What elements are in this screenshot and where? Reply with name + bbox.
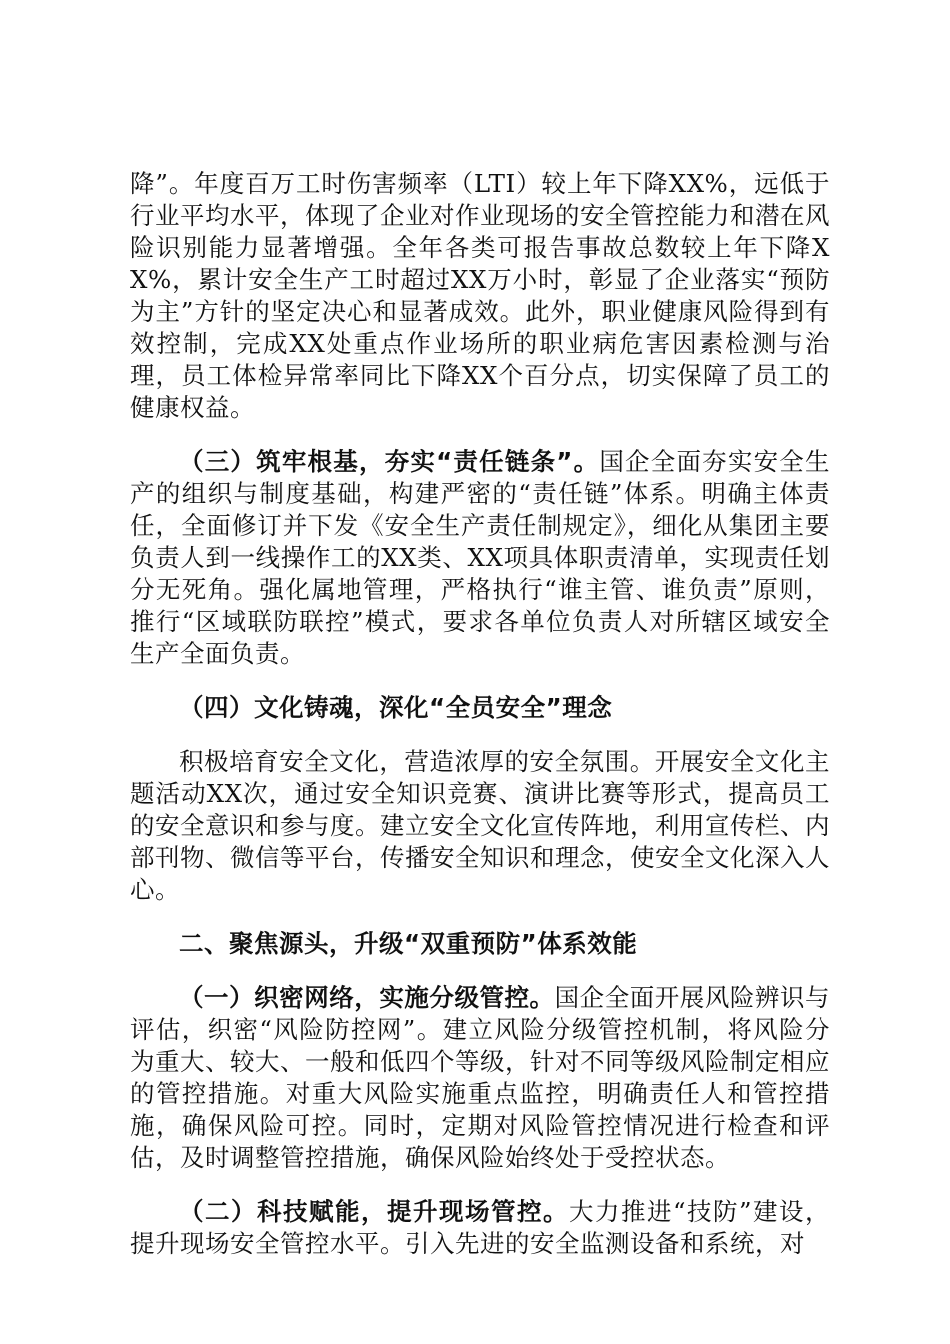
section-heading-dual-prevention: 二、聚焦源头，升级“双重预防”体系效能 xyxy=(179,929,638,958)
paragraph-gap xyxy=(130,1174,830,1196)
document-page xyxy=(130,168,830,1260)
paragraph-safety-results: 降”。年度百万工时伤害频率（LTI）较上年下降XX%，远低于行业平均水平，体现了企业对作业现场的安全管控能力和潜在风险识别能力显著增强。全年各类可报告事故总数较上年下降XX%，累计安全生产工时超过XX万小时，彰显了企业落实“预防为主”方针的坚定决心和显著成效。此外，职业健康风险得到有效控制，完成XX处重点作业场所的职业病危害因素检测与治理，员工体检异常率同比下降XX个百分点，切实保障了员工的健康权益。 xyxy=(130,169,830,422)
paragraph-risk-grading xyxy=(130,982,830,1174)
subheading-responsibility-chain: （三）筑牢根基，夯实“责任链条”。 xyxy=(179,447,600,476)
paragraph-responsibility-body: 国企全面夯实安全生产的组织与制度基础，构建严密的“责任链”体系。明确主体责任，全面修订并下发《安全生产责任制规定》，细化从集团主要负责人到一线操作工的XX类、XX项具体职责清单，实现责任划分无死角。强化属地管理，严格执行“谁主管、谁负责”原则，推行“区域联防联控”模式，要求各单位负责人对所辖区域安全生产全面负责。 xyxy=(130,447,831,668)
subheading-tech-empowerment: （二）科技赋能，提升现场管控。 xyxy=(179,1197,569,1226)
paragraph-risk-grading-body: 国企全面开展风险辨识与评估，织密“风险防控网”。建立风险分级管控机制，将风险分为重大、较大、一般和低四个等级，针对不同等级风险制定相应的管控措施。对重大风险实施重点监控，明确责任人和管控措施，确保风险可控。同时，定期对风险管控情况进行检查和评估，及时调整管控措施，确保风险始终处于受控状态。 xyxy=(130,983,831,1172)
paragraph-gap xyxy=(130,960,830,982)
paragraph-tech-empowerment-body: 大力推进“技防”建设，提升现场安全管控水平。引入先进的安全监测设备和系统，对 xyxy=(130,1197,830,1258)
paragraph-responsibility-chain xyxy=(130,446,830,670)
paragraph-gap xyxy=(130,670,830,692)
paragraph-gap xyxy=(130,724,830,746)
subheading-safety-culture: （四）文化铸魂，深化“全员安全”理念 xyxy=(179,693,613,722)
paragraph-safety-culture: 积极培育安全文化，营造浓厚的安全氛围。开展安全文化主题活动XX次，通过安全知识竞赛、演讲比赛等形式，提高员工的安全意识和参与度。建立安全文化宣传阵地，利用宣传栏、内部刊物、微信等平台，传播安全知识和理念，使安全文化深入人心。 xyxy=(130,747,830,904)
paragraph-tech-empowerment xyxy=(130,1196,830,1260)
paragraph-gap xyxy=(130,424,830,446)
paragraph-gap xyxy=(130,906,830,928)
subheading-risk-grading: （一）织密网络，实施分级管控。 xyxy=(179,983,555,1012)
